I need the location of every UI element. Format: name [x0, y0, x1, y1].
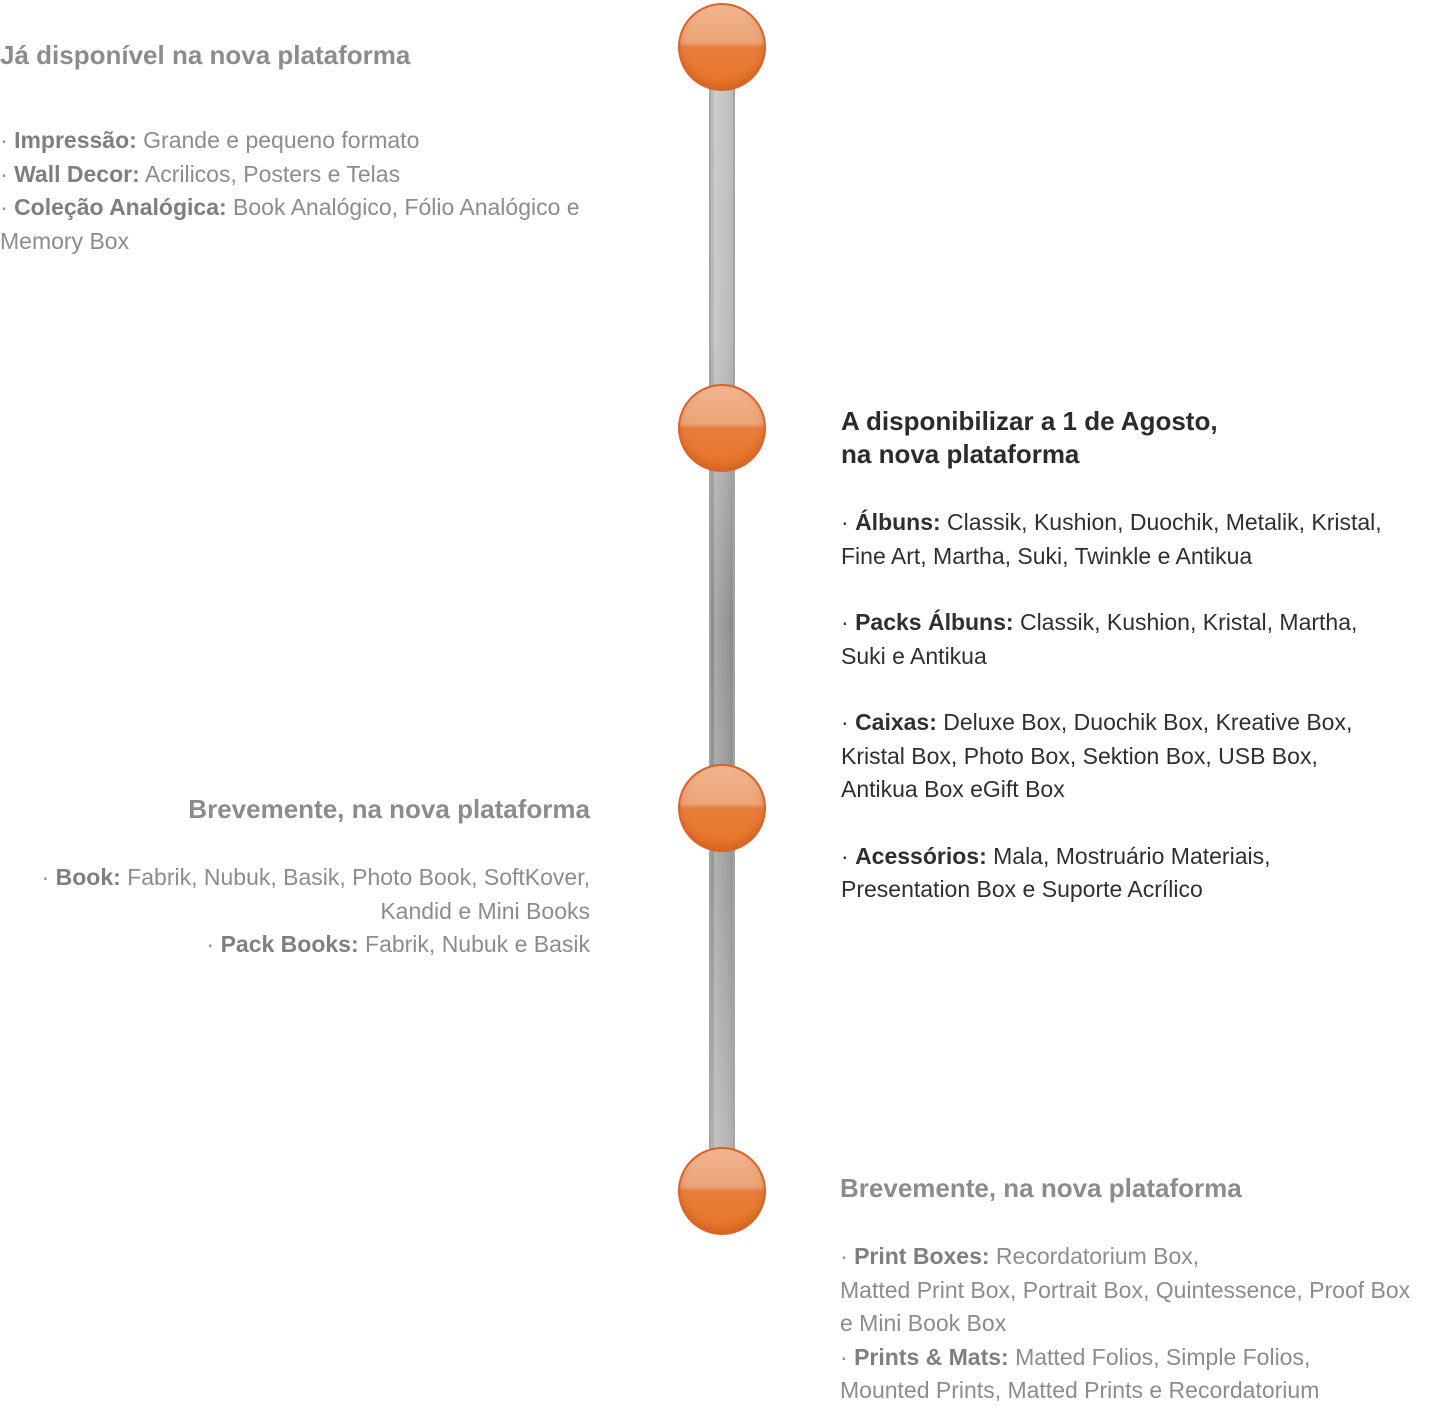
milestone-1-block: [0, 39, 600, 258]
milestone-2-title-line-1: A disponibilizar a 1 de Agosto,: [841, 406, 1218, 436]
milestone-1-title: Já disponível na nova plataforma: [0, 40, 411, 70]
milestone-1-item-2: · Wall Decor: Acrilicos, Posters e Telas: [0, 160, 401, 187]
milestone-node-3: [678, 764, 766, 852]
milestone-3-item-1: · Book: Fabrik, Nubuk, Basik, Photo Book, SoftKover, Kandid e Mini Books: [41, 864, 590, 924]
milestone-3-block: [0, 793, 590, 962]
milestone-2-title-line-2: na nova plataforma: [841, 439, 1080, 469]
timeline-track: [709, 60, 735, 1180]
milestone-4-item-1-cont: Matted Print Box, Portrait Box, Quintessence, Proof Box e Mini Book Box: [840, 1276, 1411, 1336]
milestone-2-block: [841, 405, 1426, 907]
milestone-2-item-4: · Acessórios: Mala, Mostruário Materiais, Presentation Box e Suporte Acrílico: [841, 842, 1271, 902]
milestone-4-item-2: · Prints & Mats: Matted Folios, Simple Folios, Mounted Prints, Matted Prints e Recordatorium: [840, 1343, 1320, 1403]
milestone-2-item-3: · Caixas: Deluxe Box, Duochik Box, Kreative Box, Kristal Box, Photo Box, Sektion Box, USB Box, Antikua Box eGift Box: [841, 709, 1353, 802]
milestone-4-title: Brevemente, na nova plataforma: [840, 1173, 1242, 1203]
milestone-3-title: Brevemente, na nova plataforma: [188, 794, 590, 824]
milestone-2-item-1: · Álbuns: Classik, Kushion, Duochik, Metalik, Kristal, Fine Art, Martha, Suki, Twinkle e Antikua: [841, 509, 1382, 569]
milestone-node-4: [678, 1147, 766, 1235]
milestone-3-item-2: · Pack Books: Fabrik, Nubuk e Basik: [206, 931, 590, 957]
milestone-4-item-1: · Print Boxes: Recordatorium Box,: [840, 1243, 1200, 1269]
milestone-4-block: [840, 1172, 1425, 1408]
milestone-2-item-2: · Packs Álbuns: Classik, Kushion, Kristal, Martha, Suki e Antikua: [841, 609, 1358, 669]
milestone-1-item-3: · Coleção Analógica: Book Analógico, Fólio Analógico e Memory Box: [0, 194, 580, 254]
milestone-node-1: [678, 3, 766, 91]
milestone-node-2: [678, 384, 766, 472]
milestone-1-item-1: · Impressão: Grande e pequeno formato: [0, 127, 420, 153]
